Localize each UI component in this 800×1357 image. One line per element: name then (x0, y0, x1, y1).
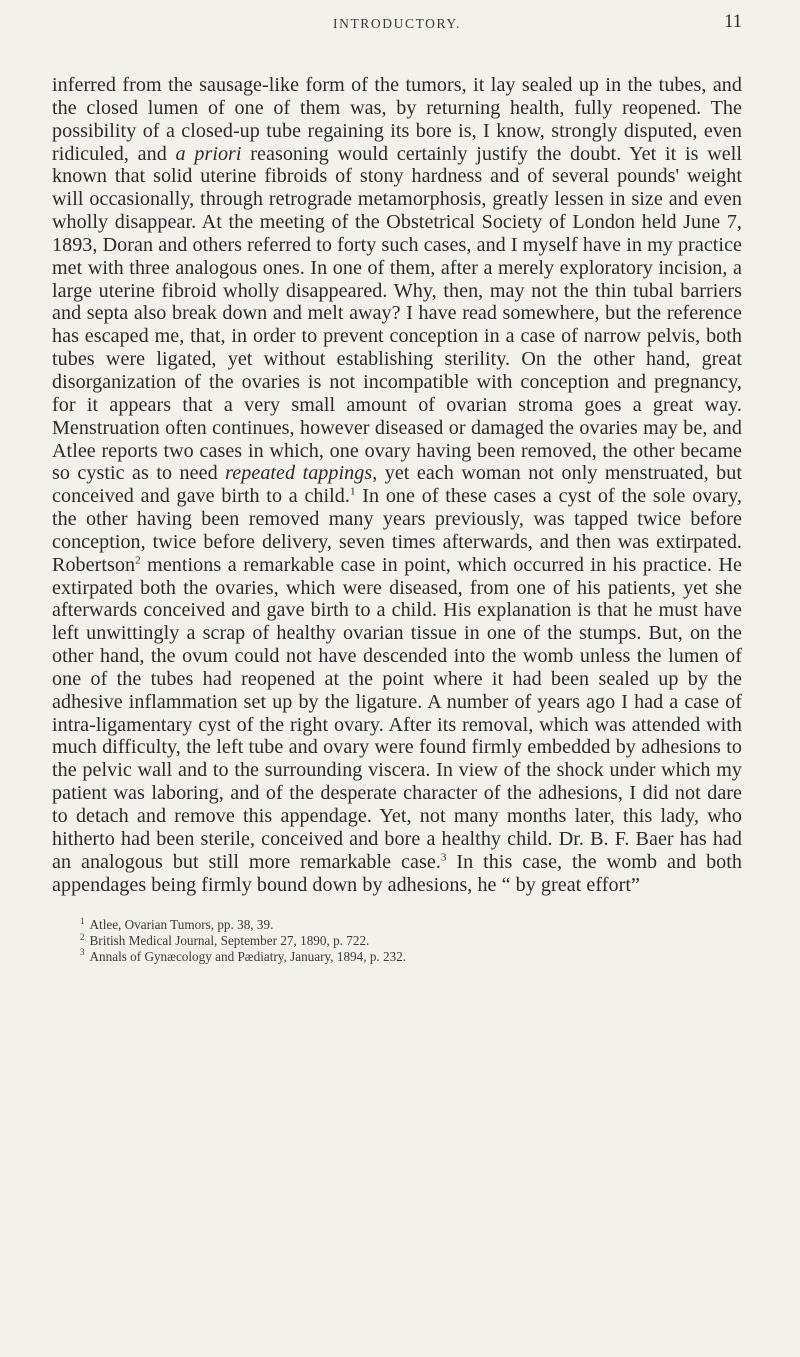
footnote-marker: 2 (80, 931, 85, 942)
body-text-segment: reasoning would certainly justify the doubt. Yet it is well known that solid uterine fibroids of stony hardness and of several pounds' weight will occasionally, through retrograde metamorphosis, greatly lessen in size and even wholly disappear. At the meeting of the Obstetrical Society of London held June 7, 1893, Doran and others referred to forty such cases, and I myself have in my practice met with three analogous ones. In one of them, after a merely exploratory incision, a large uterine fibroid wholly disappeared. Why, then, may not the thin tubal barriers and septa also break down and melt away? I have read somewhere, but the reference has escaped me, that, in order to prevent conception in a case of narrow pelvis, both tubes were ligated, yet without establishing sterility. On the other hand, great disorganization of the ovaries is not incompatible with conception and pregnancy, for it appears that a very small amount of ovarian stroma goes a great way. Menstruation often continues, however diseased or damaged the ovaries may be, and Atlee reports two cases in which, one ovary having been removed, the other became so cystic as to need (52, 142, 742, 485)
book-page (52, 0, 742, 964)
footnote (80, 949, 742, 965)
page-number: 11 (724, 12, 742, 32)
footnotes (52, 917, 742, 964)
body-paragraph (52, 74, 742, 896)
footnote-text: British Medical Journal, September 27, 1890, p. 722. (89, 932, 370, 948)
footnote (80, 917, 742, 933)
footnote-text: Atlee, Ovarian Tumors, pp. 38, 39. (89, 917, 274, 933)
running-title: INTRODUCTORY. (333, 16, 461, 31)
footnote-ref-1: 1 (349, 485, 356, 498)
page-header (52, 0, 742, 54)
footnote-text: Annals of Gynæcology and Pædiatry, January, 1894, p. 232. (89, 948, 407, 964)
body-text-segment: In this case, the womb and both appendages being firmly bound down by adhesions, he “ by great effort” (52, 850, 743, 896)
footnote-ref-3: 3 (440, 851, 447, 863)
footnote-marker: 3 (80, 947, 85, 958)
footnote (80, 933, 742, 949)
footnote-marker: 1 (80, 915, 85, 926)
body-text-segment: inferred from the sausage-like form of the tumors, it lay sealed up in the tubes, and the closed lumen of one of them was, by returning health, fully reopened. The possibility of a closed-up tube regaining its bore is, I know, strongly disputed, even ridiculed, and (52, 74, 742, 165)
italic-phrase-a-priori: a priori (175, 142, 242, 165)
body-text-segment: , yet each woman not only menstruated, but conceived and gave birth to a child. (52, 462, 743, 508)
body-text-segment: In one of these cases a cyst of the sole ovary, the other having been removed many years previously, was tapped twice before conception, twice before delivery, seven times afterwards, and then was extirpated. Robertson (52, 485, 742, 576)
footnote-ref-2: 2 (135, 554, 141, 567)
italic-phrase-repeated-tappings: repeated tappings (225, 462, 373, 485)
body-text-segment: mentions a remarkable case in point, which occurred in his practice. He extirpated both the ovaries, which were diseased, from one of his patients, yet she afterwards conceived and gave birth to a child. His explanation is that he must have left unwittingly a scrap of healthy ovarian tissue in one of the stumps. But, on the other hand, the ovum could not have descended into the womb unless the lumen of one of the tubes had reopened at the point where it had been sealed up by the adhesive inflammation set up by the ligature. A number of years ago I had a case of intra-ligamentary cyst of the right ovary. After its removal, which was attended with much difficulty, the left tube and ovary were found firmly embedded by adhesions to the pelvic wall and to the surrounding viscera. In view of the shock under which my patient was laboring, and of the desperate character of the adhesions, I did not dare to detach and remove this appendage. Yet, not many months later, this lady, who hitherto had been sterile, conceived and bore a healthy child. Dr. B. F. Baer has had an analogous but still more remarkable case. (52, 553, 742, 873)
